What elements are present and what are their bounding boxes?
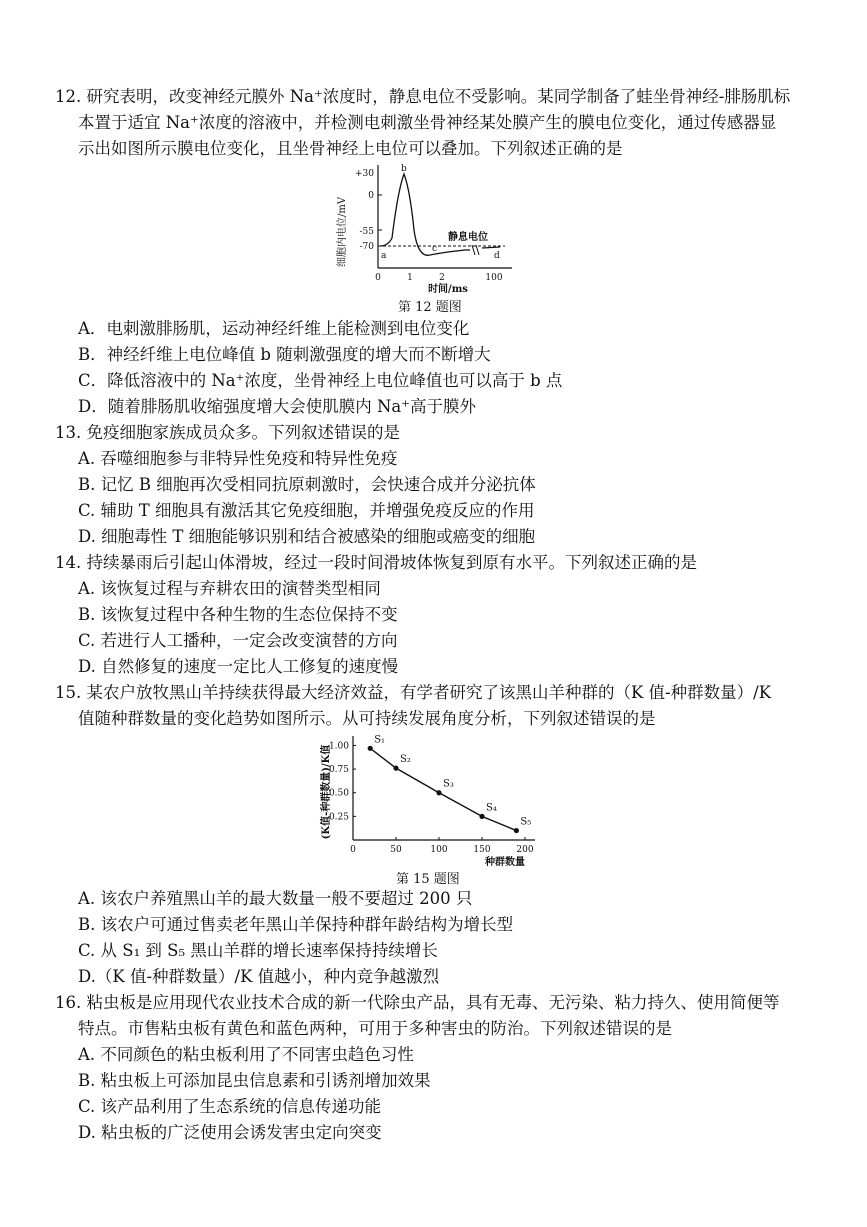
q16-option-b: B. 粘虫板上可添加昆虫信息素和引诱剂增加效果 (78, 1071, 431, 1090)
q15-point-1 (368, 746, 373, 751)
q12-figure-caption: 第 12 题图 (398, 300, 462, 315)
q15-xlabel: 种群数量 (485, 857, 525, 868)
q12-option-a: A．电刺激腓肠肌，运动神经纤维上能检测到电位变化 (78, 319, 470, 338)
q12-ytick-55: -55 (359, 227, 374, 237)
q15-ytick-label-2: 0.75 (328, 765, 349, 776)
q15-ytick-label-0: 0.25 (328, 812, 349, 823)
q12-stem-line-3: 示出如图所示膜电位变化，且坐骨神经上电位可以叠加。下列叙述正确的是 (78, 139, 623, 158)
q15-figure-caption: 第 15 题图 (396, 872, 460, 887)
q15-point-label-1: S₁ (374, 734, 386, 746)
q13-option-a: A. 吞噬细胞参与非特异性免疫和特异性免疫 (78, 449, 398, 468)
q12-potential-curve (380, 174, 470, 255)
q12-ytick-70: -70 (359, 242, 374, 252)
q13-option-d: D. 细胞毒性 T 细胞能够识别和结合被感染的细胞或癌变的细胞 (78, 527, 536, 546)
q12-option-c: C．降低溶液中的 Na⁺浓度，坐骨神经上电位峰值也可以高于 b 点 (78, 371, 563, 390)
q12-xtick-2: 2 (439, 273, 445, 283)
q15-xtick-label-0: 0 (350, 845, 356, 855)
q16-option-a: A. 不同颜色的粘虫板利用了不同害虫趋色习性 (78, 1045, 414, 1064)
q15-stem-line-2: 值随种群数量的变化趋势如图所示。从可持续发展角度分析，下列叙述错误的是 (78, 709, 656, 728)
q12-xtick-100: 100 (485, 273, 503, 283)
q16-stem-line-1: 16. 粘虫板是应用现代农业技术合成的新一代除虫产品，具有无毒、无污染、粘力持久、使用简便等 (55, 993, 780, 1012)
q15-ytick-label-1: 0.50 (328, 788, 349, 799)
q15-option-b: B. 该农户可通过售卖老年黑山羊保持种群年龄结构为增长型 (78, 915, 514, 934)
q15-point-label-2: S₂ (400, 754, 411, 766)
q15-ylabel: (K值-种群数量)/K值 (321, 744, 332, 840)
q15-ticks (329, 741, 534, 855)
q15-option-a: A. 该农户养殖黑山羊的最大数量一般不要超过 200 只 (78, 889, 473, 908)
q12-point-c: c (432, 244, 438, 254)
q12-option-d: D．随着腓肠肌收缩强度增大会使肌膜内 Na⁺高于膜外 (78, 397, 476, 416)
q12-xtick-1: 1 (407, 273, 413, 283)
q15-xtick-label-2: 100 (430, 845, 448, 855)
q15-option-c: C. 从 S₁ 到 S₅ 黑山羊群的增长速率保持持续增长 (78, 941, 438, 960)
q12-ylabel: 细胞内电位/mV (337, 196, 348, 268)
q15-point-2 (393, 766, 398, 771)
q15-point-3 (436, 790, 441, 795)
q12-point-a: a (381, 251, 387, 261)
q12-xtick-0: 0 (375, 273, 381, 283)
q13-option-b: B. 记忆 B 细胞再次受相同抗原刺激时，会快速合成并分泌抗体 (78, 475, 536, 494)
q15-population-chart (315, 730, 540, 868)
q12-potential-tail (482, 247, 500, 248)
q15-point-4 (479, 814, 484, 819)
q15-point-label-3: S₃ (443, 778, 454, 790)
q16-option-d: D. 粘虫板的广泛使用会诱发害虫定向突变 (78, 1123, 382, 1142)
q14-option-a: A. 该恢复过程与弃耕农田的演替类型相同 (78, 579, 381, 598)
q15-xtick-label-3: 150 (473, 845, 491, 855)
q12-ytick-0: 0 (368, 191, 374, 201)
q12-option-b: B．神经纤维上电位峰值 b 随刺激强度的增大而不断增大 (78, 345, 491, 364)
q12-stem-line-2: 本置于适宜 Na⁺浓度的溶液中，并检测电刺激坐骨神经某处膜产生的膜电位变化，通过传感器显 (78, 113, 777, 132)
q16-stem-line-2: 特点。市售粘虫板有黄色和蓝色两种，可用于多种害虫的防治。下列叙述错误的是 (78, 1019, 672, 1038)
q13-option-c: C. 辅助 T 细胞具有激活其它免疫细胞，并增强免疫反应的作用 (78, 501, 535, 520)
q15-points (368, 734, 532, 833)
q14-option-c: C. 若进行人工播种，一定会改变演替的方向 (78, 631, 398, 650)
q12-xlabel: 时间/ms (428, 284, 468, 295)
q15-stem-line-1: 15. 某农户放牧黑山羊持续获得最大经济效益，有学者研究了该黑山羊种群的（K 值-种群数量）/K (55, 683, 772, 702)
q12-point-d: d (494, 251, 500, 261)
q15-point-label-4: S₄ (486, 802, 497, 814)
q15-point-label-5: S₅ (520, 816, 532, 828)
q12-stem-line-1: 12. 研究表明，改变神经元膜外 Na⁺浓度时，静息电位不受影响。某同学制备了蛙坐骨神经-腓肠肌标 (55, 87, 791, 106)
q15-xtick-label-4: 200 (516, 845, 534, 855)
q16-option-c: C. 该产品利用了生态系统的信息传递功能 (78, 1097, 382, 1116)
q12-point-b: b (401, 164, 407, 174)
q14-stem: 14. 持续暴雨后引起山体滑坡，经过一段时间滑坡体恢复到原有水平。下列叙述正确的是 (55, 553, 697, 572)
q15-point-5 (514, 828, 519, 833)
q12-resting-label: 静息电位 (448, 232, 488, 243)
q13-stem: 13. 免疫细胞家族成员众多。下列叙述错误的是 (55, 423, 400, 442)
q14-option-d: D. 自然修复的速度一定比人工修复的速度慢 (78, 657, 399, 676)
q15-xtick-label-1: 50 (390, 845, 402, 855)
q12-ytick-30: +30 (355, 169, 374, 179)
q12-membrane-potential-figure (330, 160, 520, 295)
q15-ytick-label-3: 1.00 (328, 741, 349, 752)
q14-option-b: B. 该恢复过程中各种生物的生态位保持不变 (78, 605, 398, 624)
q15-option-d: D.（K 值-种群数量）/K 值越小，种内竞争越激烈 (78, 967, 440, 986)
